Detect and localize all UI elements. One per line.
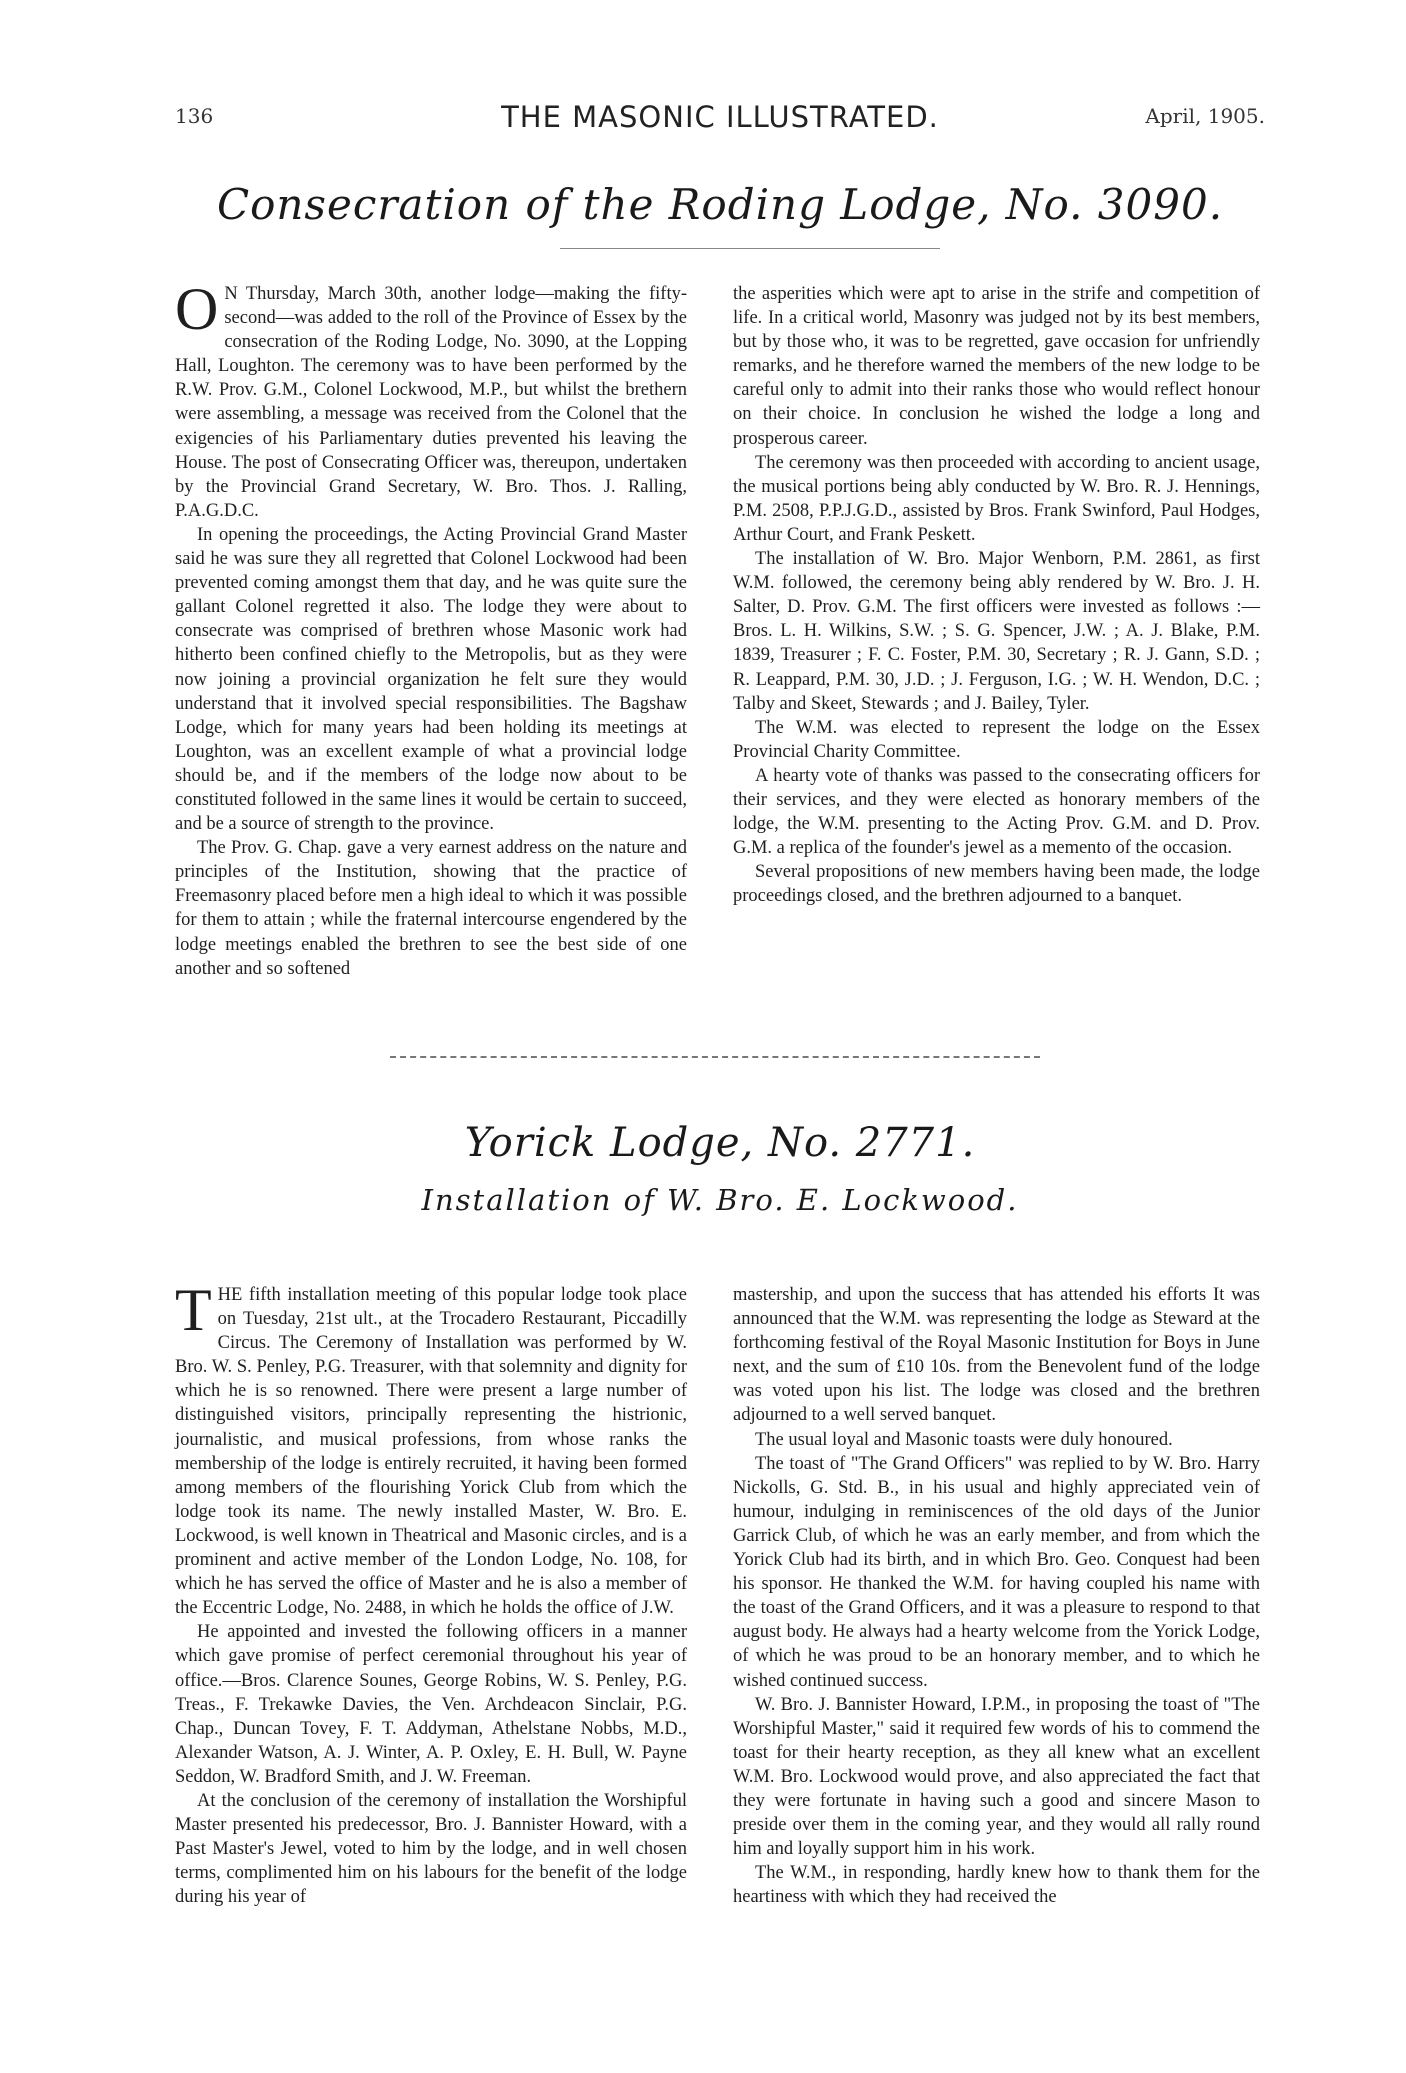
article2-paragraph: He appointed and invested the following officers in a manner which gave promise of perfect ceremonial throughout his year of office.—Bros. Clarence Sounes, George Robins, W. S. Penley, P.G. Treas., F. Trekawke Davies, the Ven. Archdeacon Sinclair, P.G. Chap., Duncan Tovey, F. T. Addyman, Athelstane Nobbs, M.D., Alexander Watson, A. J. Winter, A. P. Oxley, E. H. Bull, W. Payne Seddon, W. Bradford Smith, and J. W. Freeman. <box>175 1622 687 1787</box>
article2-subtitle: Installation of W. Bro. E. Lockwood. <box>421 1183 1019 1217</box>
journal-title: THE MASONIC ILLUSTRATED. <box>501 100 939 134</box>
article1-column-right <box>733 282 1260 908</box>
article1-paragraph: The installation of W. Bro. Major Wenborn, P.M. 2861, as first W.M. followed, the ceremony being ably rendered by W. Bro. J. H. Salter, D. Prov. G.M. The first officers were invested as follows :—Bros. L. H. Wilkins, S.W. ; S. G. Spencer, J.W. ; A. J. Blake, P.M. 1839, Treasurer ; F. C. Foster, P.M. 30, Secretary ; R. J. Gann, S.D. ; R. Leappard, P.M. 30, J.D. ; J. Ferguson, I.G. ; W. H. Wendon, D.C. ; Talby and Skeet, Stewards ; and J. Bailey, Tyler. <box>733 549 1260 714</box>
article1-paragraph: The ceremony was then proceeded with according to ancient usage, the musical portions being ably conducted by W. Bro. R. J. Hennings, P.M. 2508, P.P.J.G.D., assisted by Bros. Frank Swinford, Paul Hodges, Arthur Court, and Frank Peskett. <box>733 452 1260 545</box>
article1-paragraph: A hearty vote of thanks was passed to the consecrating officers for their services, and they were elected as honorary members of the lodge, the W.M. presenting to the Acting Prov. G.M. and D. Prov. G.M. a replica of the founder's jewel as a memento of the occasion. <box>733 765 1260 859</box>
article1-paragraph: O N Thursday, March 30th, another lodge—making the fifty-second—was added to the roll of the Province of Essex by the consecration of the Roding Lodge, No. 3090, at the Lopping Hall, Loughton. The ceremony was to have been performed by the R.W. Prov. G.M., Colonel Lockwood, M.P., but whilst the brethern were assembling, a message was received from the Colonel that the exigencies of his Parliamentary duties prevented his leaving the House. The post of Consecrating Officer was, thereupon, undertaken by the Provincial Grand Secretary, W. Bro. Thos. J. Ralling, P.A.G.D.C. <box>175 276 687 521</box>
article1-paragraph: In opening the proceedings, the Acting Provincial Grand Master said he was sure they all regretted that Colonel Lockwood had been prevented coming amongst them that day, and he was quite sure the gallant Colonel regretted it also. The lodge they were about to consecrate was comprised of brethren whose Masonic work had hitherto been confined chiefly to the Metropolis, but as they were now joining a provincial organization he felt sure they would understand that it involved special responsibilities. The Bagshaw Lodge, which for many years had been holding its meetings at Loughton, was an excellent example of what a provincial lodge should be, and if the members of the lodge now about to be constituted followed in the same lines it would be certain to succeed, and be a source of strength to the province. <box>175 524 687 835</box>
title-rule <box>560 248 940 249</box>
page-number: 136 <box>175 104 214 128</box>
article2-paragraph: The toast of "The Grand Officers" was replied to by W. Bro. Harry Nickolls, G. Std. B., in his usual and highly appreciated vein of humour, indulging in reminiscences of the old days of the Junior Garrick Club, of which he was an early member, and from which the Yorick Club had its birth, and in which Bro. Geo. Conquest had been his sponsor. He thanked the W.M. for having coupled his name with the toast of the Grand Officers, and it was a pleasure to respond to that august body. He always had a hearty welcome from the Yorick Lodge, of which he was proud to be an honorary member, and to which he wished continued success. <box>733 1453 1260 1691</box>
article1-column-left <box>175 276 687 981</box>
article2-paragraph: THE fifth installation meeting of this popular lodge took place on Tuesday, 21st ult., at the Trocadero Restaurant, Piccadilly Circus. The Ceremony of Installation was performed by W. Bro. W. S. Penley, P.G. Treasurer, with that solemnity and dignity for which he is so renowned. There were present a large number of distinguished visitors, principally representing the histrionic, journalistic, and musical professions, from whose ranks the membership of the lodge is entirely recruited, it having been formed among members of the flourishing Yorick Club from which the lodge took its name. The newly installed Master, W. Bro. E. Lockwood, is well known in Theatrical and Masonic circles, and is a prominent and active member of the London Lodge, No. 108, for which he has served the office of Master and he is also a member of the Eccentric Lodge, No. 2488, in which he holds the office of J.W. <box>175 1277 687 1619</box>
article2-paragraph: At the conclusion of the ceremony of installation the Worshipful Master presented his predecessor, Bro. J. Bannister Howard, with a Past Master's Jewel, voted to him by the lodge, and in well chosen terms, complimented him on his labours for the benefit of the lodge during his year of <box>175 1790 687 1908</box>
issue-date: April, 1905. <box>1145 104 1265 128</box>
article2-dropcap: T <box>175 1277 212 1343</box>
article2-paragraph: The usual loyal and Masonic toasts were duly honoured. <box>755 1429 1173 1450</box>
article2-title: Yorick Lodge, No. 2771. <box>464 1120 976 1166</box>
page-header <box>175 100 1265 140</box>
article1-paragraph: Several propositions of new members having been made, the lodge proceedings closed, and the brethren adjourned to a banquet. <box>733 862 1260 907</box>
section-divider <box>390 1056 1040 1058</box>
article1-dropcap: O <box>175 276 219 342</box>
article2-column-right <box>733 1283 1260 1909</box>
article1-paragraph: The Prov. G. Chap. gave a very earnest address on the nature and principles of the Institution, showing that the practice of Freemasonry placed before men a high ideal to which it was possible for them to attain ; while the fraternal intercourse engendered by the lodge meetings enabled the brethren to see the best side of one another and so softened <box>175 838 687 979</box>
article2-paragraph: W. Bro. J. Bannister Howard, I.P.M., in proposing the toast of "The Worshipful Master," said it required few words of his to commend the toast for their hearty reception, as they all knew what an excellent W.M. Bro. Lockwood would prove, and also appreciated the fact that they were fortunate in having such a good and sincere Mason to preside over them in the coming year, and they would all rally round him and loyally support him in his work. <box>733 1694 1260 1860</box>
article2-column-left <box>175 1277 687 1909</box>
article1-title: Consecration of the Roding Lodge, No. 3090. <box>216 180 1224 229</box>
article2-paragraph: mastership, and upon the success that has attended his efforts It was announced that the W.M. was representing the lodge as Steward at the forthcoming festival of the Royal Masonic Institution for Boys in June next, and the sum of £10 10s. from the Benevolent fund of the lodge was voted upon his list. The lodge was closed and the brethren adjourned to a well served banquet. <box>733 1285 1260 1426</box>
article2-paragraph: The W.M., in responding, hardly knew how to thank them for the heartiness with which they had received the <box>733 1863 1260 1908</box>
article1-paragraph: the asperities which were apt to arise in the strife and competition of life. In a critical world, Masonry was judged not by its best members, but by those who, it was to be regretted, gave occasion for unfriendly remarks, and he therefore warned the members of the new lodge to be careful only to admit into their ranks those who would reflect honour on their choice. In conclusion he wished the lodge a long and prosperous career. <box>733 284 1260 449</box>
article1-paragraph: The W.M. was elected to represent the lodge on the Essex Provincial Charity Committee. <box>733 717 1260 762</box>
